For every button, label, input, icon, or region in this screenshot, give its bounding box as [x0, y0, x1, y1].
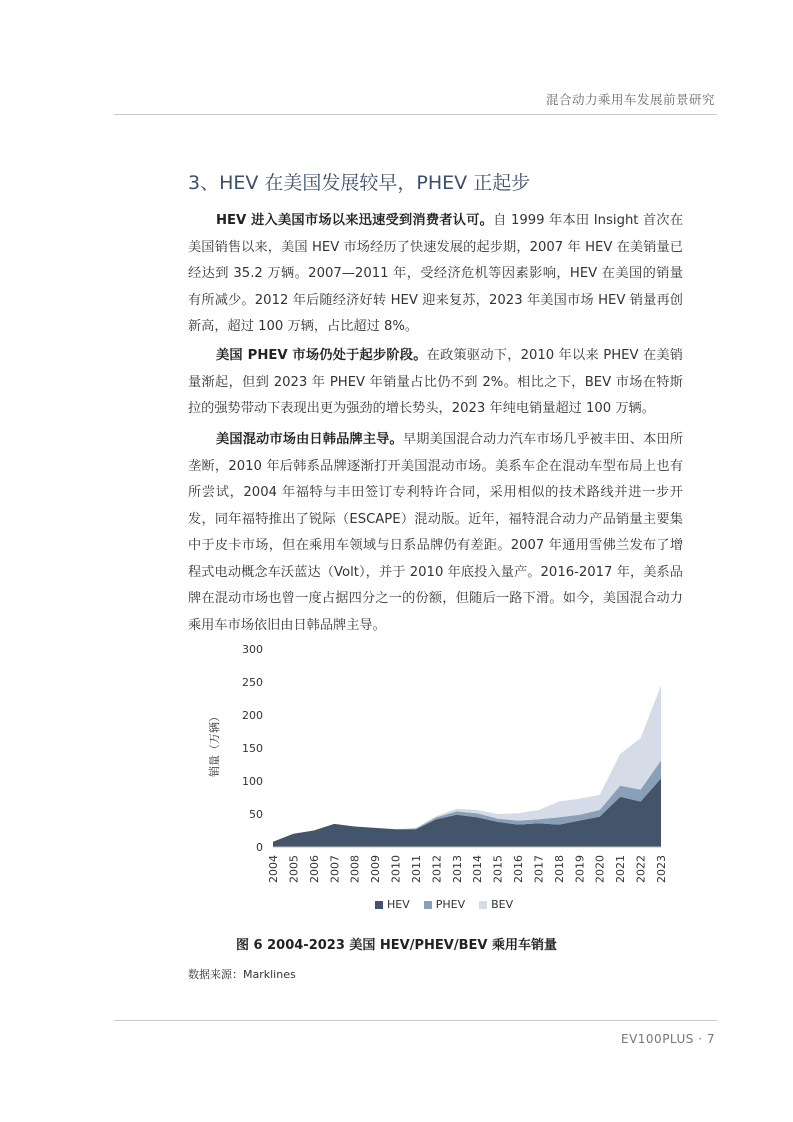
x-tick-label: 2013 — [450, 855, 464, 883]
x-tick-label: 2012 — [430, 855, 444, 883]
x-tick-label: 2018 — [552, 855, 566, 883]
x-tick-label: 2021 — [614, 855, 628, 883]
paragraph-phev-start — [188, 343, 683, 423]
x-tick-label: 2006 — [307, 855, 321, 883]
section-title: 3、HEV 在美国发展较早，PHEV 正起步 — [188, 172, 531, 194]
x-tick-label: 2009 — [369, 855, 383, 883]
x-tick-label: 2008 — [348, 855, 362, 883]
running-header: 混合动力乘用车发展前景研究 — [545, 92, 715, 107]
paragraph-hev-entry — [188, 208, 683, 341]
paragraph-text: 早期美国混合动力汽车市场几乎被丰田、本田所垄断，2010 年后韩系品牌逐渐打开美国混动市场。美系车企在混动车型布局上也有所尝试，2004 年福特与丰田签订专利特许合同，采用相似的技术路线并进一步开发，同年福特推出了锐际（ESCAPE）混动版。近年，福特混合动力产品销量主要集中于皮卡市场，但在乘用车领域与日系品牌仍有差距。2007 年通用雪佛兰发布了增程式电动概念车沃蓝达（Volt），并于 2010 年底投入量产。2016-2017 年，美系品牌在混动市场也曾一度占据四分之一的份额，但随后一路下滑。如今，美国混合动力乘用车市场依旧由日韩品牌主导。 — [188, 432, 684, 633]
chart-legend — [375, 898, 513, 911]
x-tick-label: 2016 — [512, 855, 526, 883]
page-footer: EV100PLUS · 7 — [621, 1032, 715, 1046]
paragraph-text: 在政策驱动下，2010 年以来 PHEV 在美销量渐起，但到 2023 年 PHEV 年销量占比仍不到 2%。相比之下，BEV 市场在特斯拉的强势带动下表现出更为强劲的增长势头，2023 年纯电销量超过 100 万辆。 — [188, 348, 683, 416]
x-tick-label: 2011 — [409, 855, 423, 883]
paragraph-jp-kr-dominance — [188, 427, 683, 639]
legend-item-phev — [424, 898, 465, 911]
y-tick-label: 0 — [256, 841, 263, 854]
legend-label-hev: HEV — [387, 898, 410, 911]
sales-area-chart — [200, 636, 680, 896]
x-tick-label: 2015 — [491, 855, 505, 883]
legend-item-hev — [375, 898, 410, 911]
x-tick-label: 2023 — [655, 855, 668, 883]
y-tick-label: 50 — [249, 808, 263, 821]
x-tick-label: 2004 — [267, 855, 280, 883]
legend-swatch-phev — [424, 901, 432, 909]
legend-swatch-bev — [479, 901, 487, 909]
y-tick-label: 250 — [242, 676, 263, 689]
header-divider — [114, 114, 717, 115]
legend-swatch-hev — [375, 901, 383, 909]
x-tick-label: 2005 — [287, 855, 301, 883]
x-tick-label: 2020 — [593, 855, 607, 883]
paragraph-lead: 美国 PHEV 市场仍处于起步阶段。 — [216, 348, 427, 363]
y-tick-label: 300 — [242, 643, 263, 656]
legend-label-bev: BEV — [491, 898, 514, 911]
x-tick-label: 2014 — [471, 855, 485, 883]
x-tick-label: 2010 — [389, 855, 403, 883]
y-tick-label: 100 — [242, 775, 263, 788]
paragraph-lead: 美国混动市场由日韩品牌主导。 — [216, 432, 403, 447]
legend-label-phev: PHEV — [435, 898, 466, 911]
x-tick-label: 2017 — [532, 855, 546, 883]
data-source: 数据来源：Marklines — [188, 968, 296, 981]
y-tick-label: 200 — [242, 709, 263, 722]
x-tick-label: 2022 — [634, 855, 648, 883]
figure-caption: 图 6 2004-2023 美国 HEV/PHEV/BEV 乘用车销量 — [236, 938, 557, 953]
y-axis-label: 销量（万辆） — [208, 711, 221, 777]
x-tick-label: 2019 — [573, 855, 587, 883]
y-tick-label: 150 — [242, 742, 263, 755]
legend-item-bev — [479, 898, 513, 911]
paragraph-text: 自 1999 年本田 Insight 首次在美国销售以来，美国 HEV 市场经历了快速发展的起步期，2007 年 HEV 在美销量已经达到 35.2 万辆。2007—2011 年，受经济危机等因素影响，HEV 在美国的销量有所减少。2012 年后随经济好转 HEV 迎来复苏，2023 年美国市场 HEV 销量再创新高，超过 100 万辆，占比超过 8%。 — [188, 213, 684, 334]
paragraph-lead: HEV 进入美国市场以来迅速受到消费者认可。 — [216, 213, 494, 228]
x-tick-label: 2007 — [328, 855, 342, 883]
footer-divider — [114, 1020, 717, 1021]
